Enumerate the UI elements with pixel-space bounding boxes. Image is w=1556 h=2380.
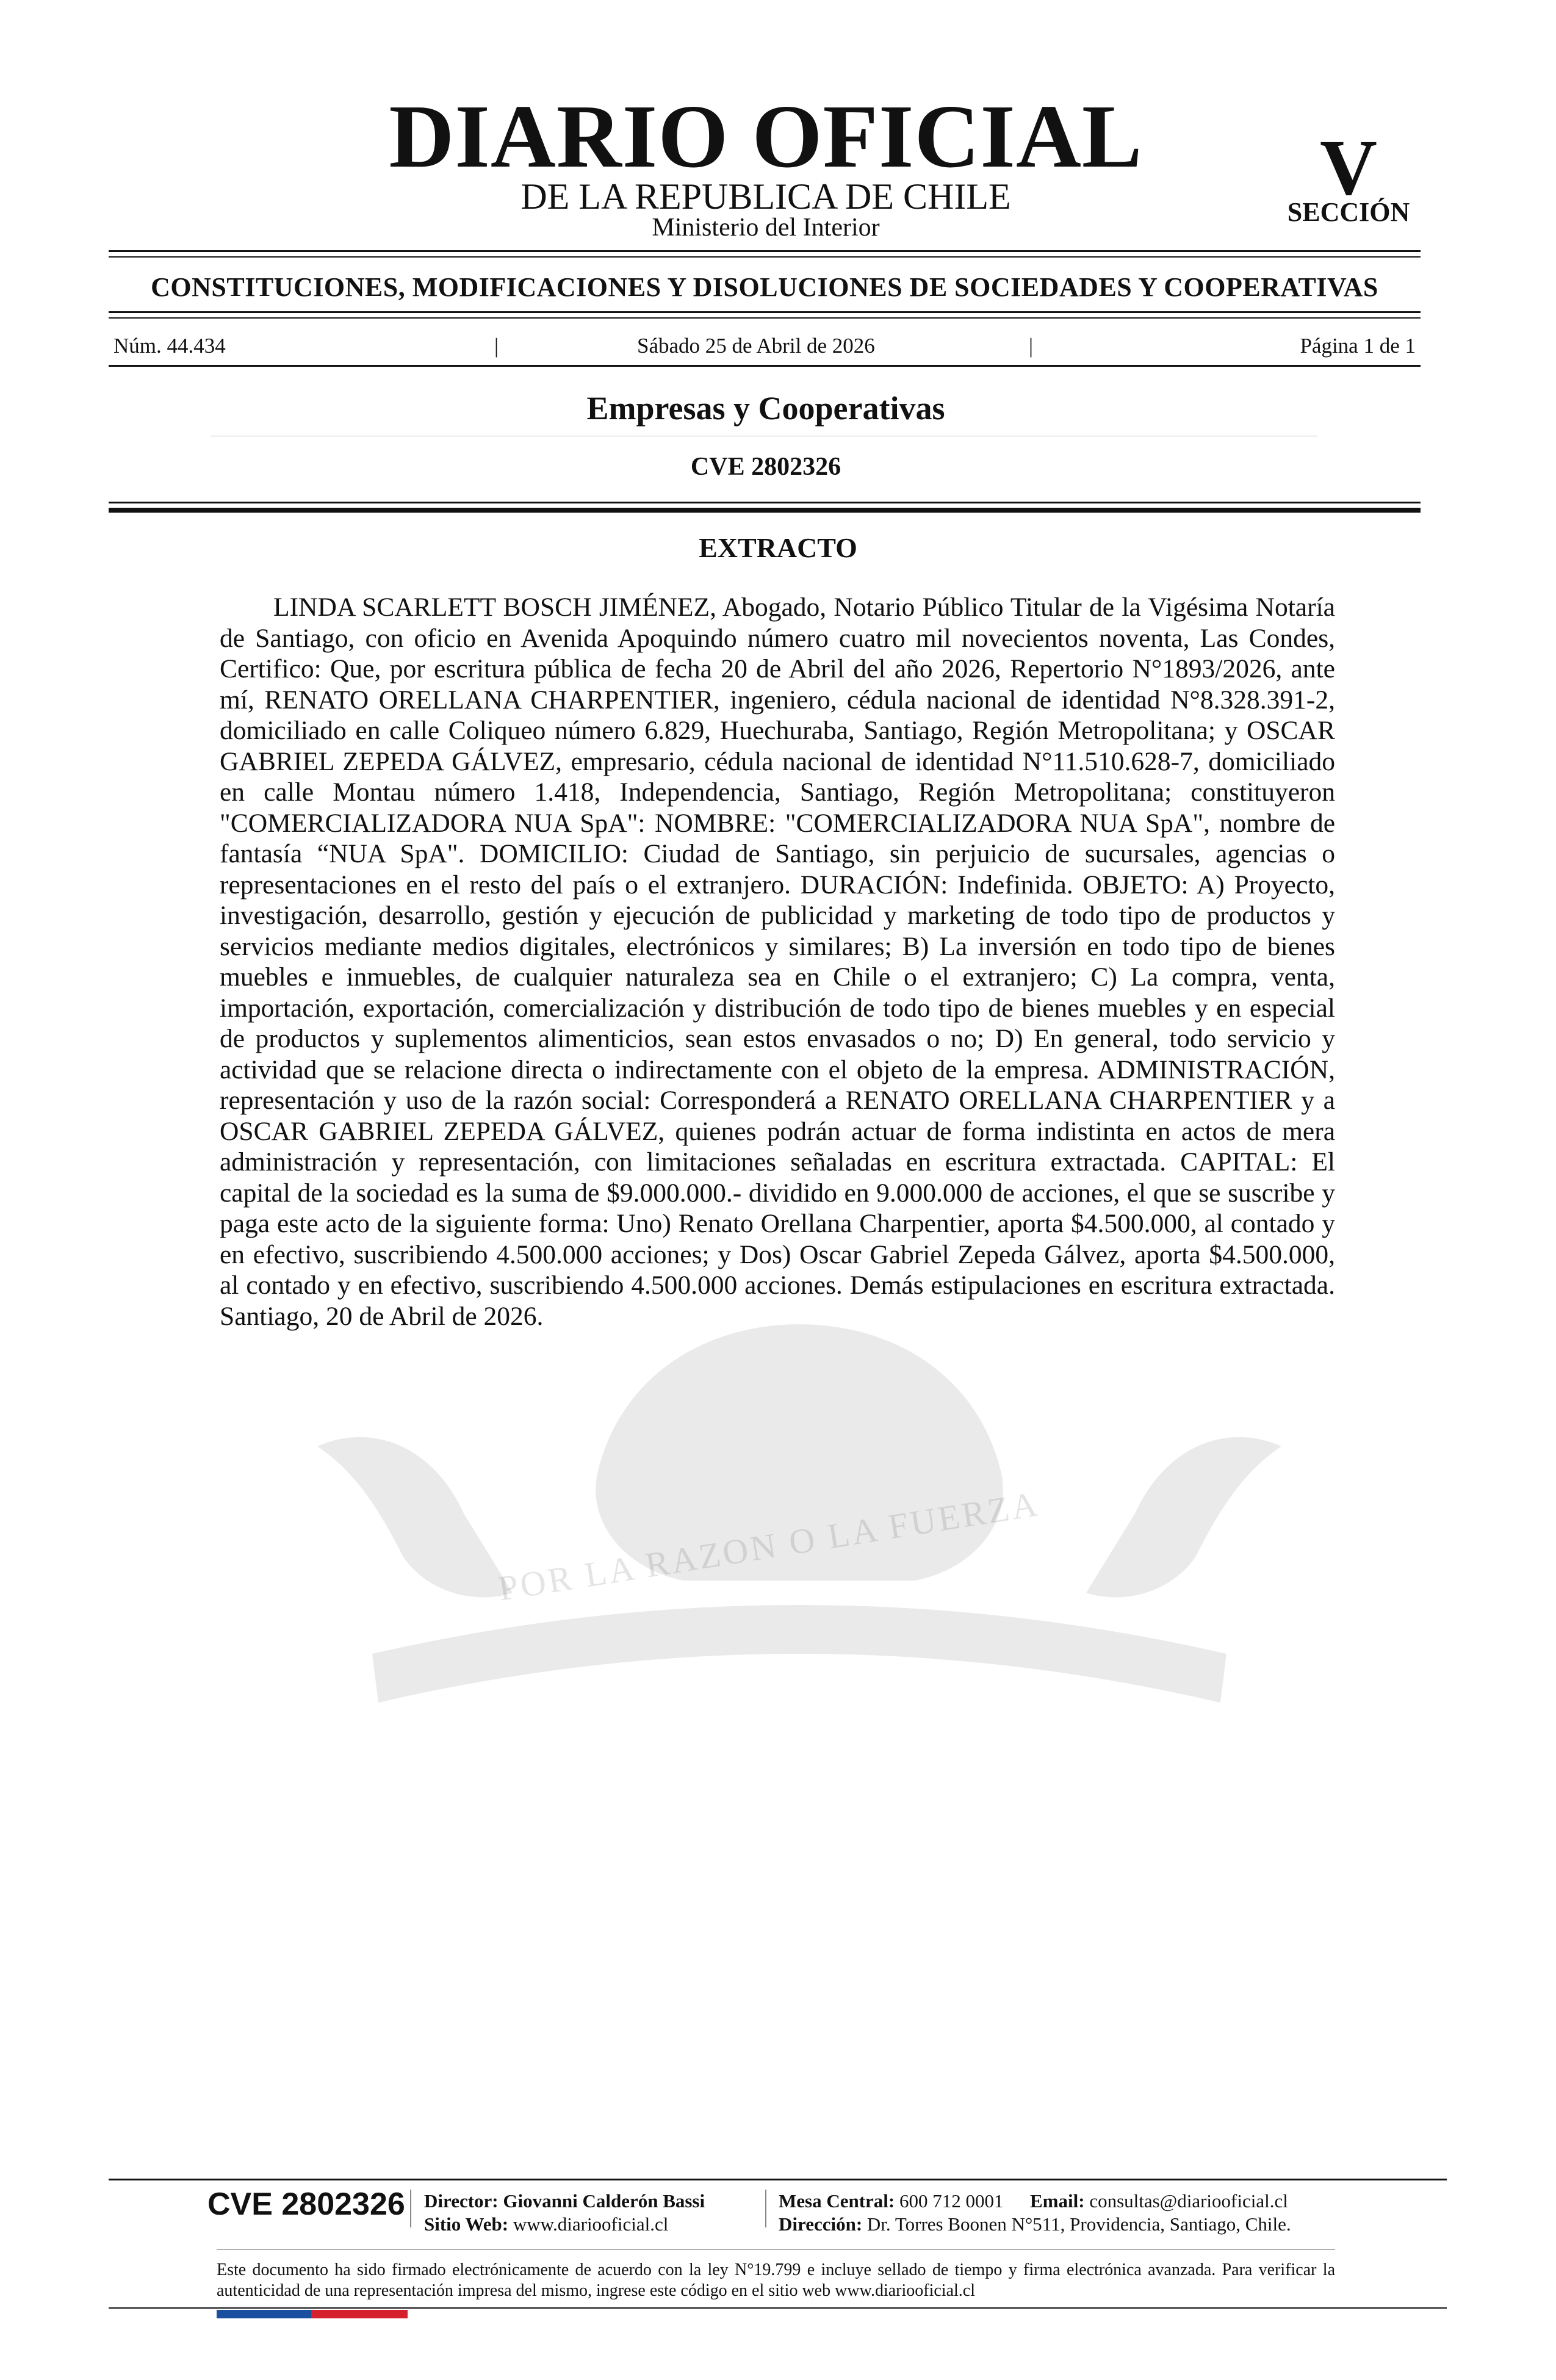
issue-date: Sábado 25 de Abril de 2026 bbox=[637, 334, 875, 358]
section-word: SECCIÓN bbox=[1287, 197, 1410, 227]
email-link[interactable]: consultas@diariooficial.cl bbox=[1089, 2190, 1288, 2212]
footer-legal-note: Este documento ha sido firmado electrónicamente de acuerdo con la ley N°19.799 e incluye sellado de tiempo y firma electrónica avanzada. Para verificar la autenticidad de una representación impresa del mismo, ingrese este código en el sitio web www.diariooficial.cl bbox=[217, 2260, 1335, 2300]
extract-body: LINDA SCARLETT BOSCH JIMÉNEZ, Abogado, Notario Público Titular de la Vigésima Notaría de Santiago, con oficio en Avenida Apoquindo número cuatro mil novecientos noventa, Las Condes, Certifico: Que, por escritura pública de fecha 20 de Abril del año 2026, Repertorio N°1893/2026, ante mí, RENATO ORELLANA CHARPENTIER, ingeniero, cédula nacional de identidad N°8.328.391-2, domiciliado en calle Coliqueo número 6.829, Huechuraba, Santiago, Región Metropolitana; y OSCAR GABRIEL ZEPEDA GÁLVEZ, empresario, cédula nacional de identidad N°11.510.628-7, domiciliado en calle Montau número 1.418, Independencia, Santiago, Región Metropolitana; constituyeron "COMERCIALIZADORA NUA SpA": NOMBRE: "COMERCIALIZADORA NUA SpA", nombre de fantasía “NUA SpA". DOMICILIO: Ciudad de Santiago, sin perjuicio de sucursales, agencias o representaciones en el resto del país o el extranjero. DURACIÓN: Indefinida. OBJETO: A) Proyecto, investigación, desarrollo, gestión y ejecución de publicidad y marketing de todo tipo de productos y servicios mediante medios digitales, electrónicos y similares; B) La inversión en todo tipo de bienes muebles e inmuebles, de cualquier naturaleza sea en Chile o el extranjero; C) La compra, venta, importación, exportación, comercialización y distribución de todo tipo de bienes muebles y en especial de productos y suplementos alimenticios, sean estos envasados o no; D) En general, todo servicio y actividad que se relacione directa o indirectamente con el objeto de la empresa. ADMINISTRACIÓN, representación y uso de la razón social: Corresponderá a RENATO ORELLANA CHARPENTIER y a OSCAR GABRIEL ZEPEDA GÁLVEZ, quienes podrán actuar de forma indistinta en actos de mera administración y representación, con limitaciones señaladas en escritura extractada. CAPITAL: El capital de la sociedad es la suma de $9.000.000.- dividido en 9.000.000 de acciones, el que se suscribe y paga este acto de la siguiente forma: Uno) Renato Orellana Charpentier, aporta $4.500.000, al contado y en efectivo, suscribiendo 4.500.000 acciones; y Dos) Oscar Gabriel Zepeda Gálvez, aporta $4.500.000, al contado y en efectivo, suscribiendo 4.500.000 acciones. Demás estipulaciones en escritura extractada. Santiago, 20 de Abril de 2026. bbox=[220, 593, 1335, 1331]
footer-director-block bbox=[424, 2190, 705, 2236]
divider-rule bbox=[109, 311, 1421, 313]
mesa-phone: 600 712 0001 bbox=[899, 2190, 1004, 2212]
footer-cve-code: CVE 2802326 bbox=[207, 2187, 405, 2222]
issue-meta-row bbox=[109, 334, 1421, 358]
divider-rule bbox=[109, 365, 1421, 367]
page-indicator: Página 1 de 1 bbox=[1300, 334, 1416, 358]
web-link[interactable]: www.diariooficial.cl bbox=[513, 2213, 669, 2235]
footer-contact-block bbox=[779, 2190, 1291, 2236]
footer-divider bbox=[410, 2190, 411, 2227]
director-label: Director: bbox=[424, 2190, 499, 2212]
cve-code: CVE 2802326 bbox=[690, 453, 841, 481]
footer-divider bbox=[217, 2249, 1335, 2250]
meta-separator: | bbox=[1029, 334, 1034, 358]
section-title: Empresas y Cooperativas bbox=[586, 390, 945, 427]
footer-rule bbox=[109, 2307, 1447, 2309]
flag-stripe-red bbox=[311, 2310, 408, 2318]
web-label: Sitio Web: bbox=[424, 2213, 509, 2235]
director-name: Giovanni Calderón Bassi bbox=[503, 2190, 705, 2212]
meta-separator: | bbox=[494, 334, 499, 358]
divider-rule bbox=[109, 250, 1421, 252]
watermark-motto: POR LA RAZON O LA FUERZA bbox=[495, 1484, 1042, 1609]
flag-stripe-blue bbox=[217, 2310, 311, 2318]
footer-rule bbox=[109, 2179, 1447, 2180]
address-label: Dirección: bbox=[779, 2213, 863, 2235]
section-letter: V bbox=[1320, 124, 1377, 212]
divider-rule bbox=[109, 502, 1421, 503]
address-value: Dr. Torres Boonen N°511, Providencia, Santiago, Chile. bbox=[866, 2213, 1291, 2235]
issue-number: Núm. 44.434 bbox=[113, 334, 226, 358]
extract-title: EXTRACTO bbox=[699, 532, 857, 563]
mesa-label: Mesa Central: bbox=[779, 2190, 895, 2212]
email-label: Email: bbox=[1030, 2190, 1085, 2212]
masthead-title: DIARIO OFICIAL bbox=[389, 87, 1143, 187]
footer-divider bbox=[765, 2190, 766, 2227]
masthead-subtitle: DE LA REPUBLICA DE CHILE bbox=[520, 176, 1011, 217]
divider-rule bbox=[109, 317, 1421, 319]
band-title: CONSTITUCIONES, MODIFICACIONES Y DISOLUCIONES DE SOCIEDADES Y COOPERATIVAS bbox=[151, 272, 1378, 302]
divider-rule bbox=[109, 256, 1421, 258]
divider-rule bbox=[109, 508, 1421, 513]
masthead-ministry: Ministerio del Interior bbox=[652, 214, 880, 242]
